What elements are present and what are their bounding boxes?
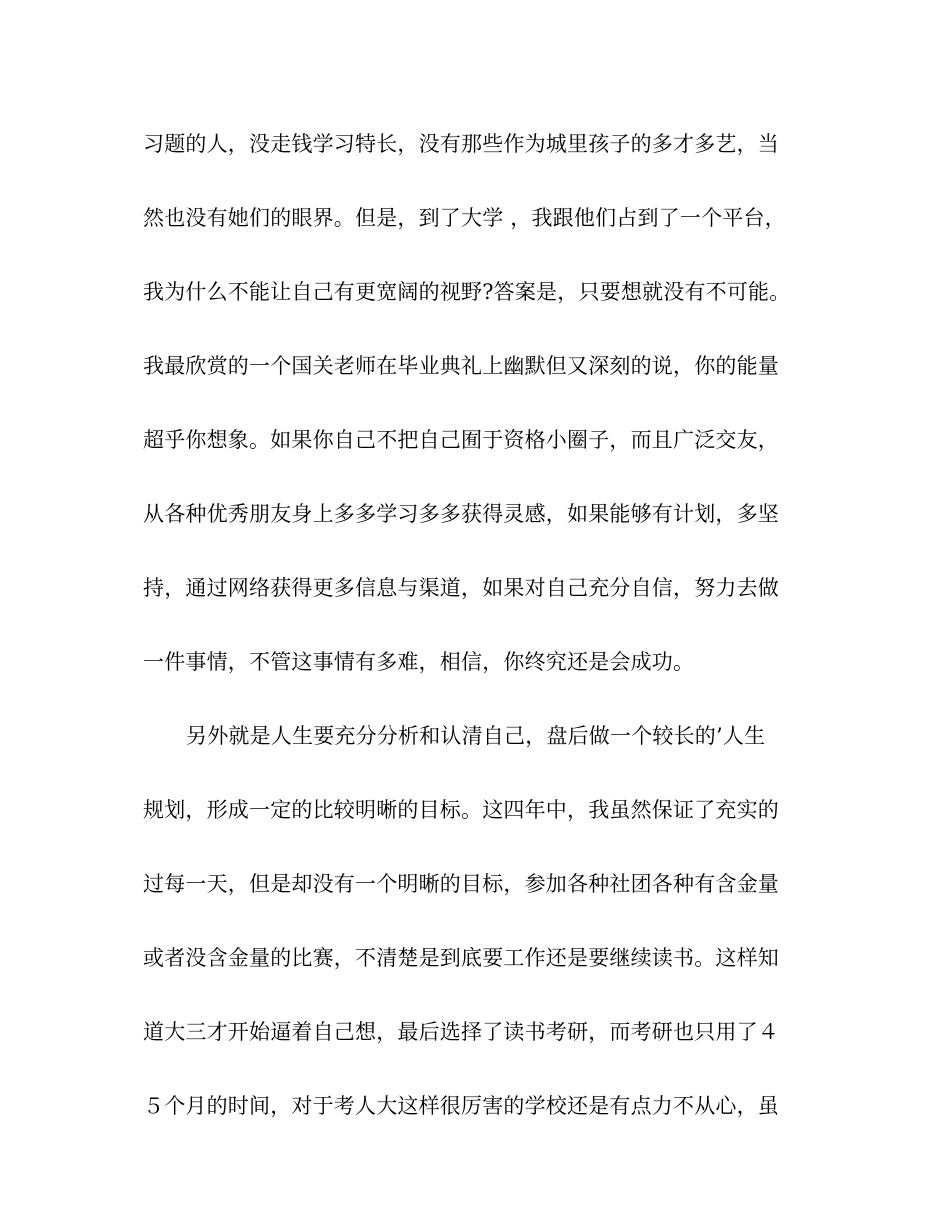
text-line-6: 从各种优秀朋友身上多多学习多多获得灵感，如果能够有计划，多坚 bbox=[143, 502, 779, 526]
paragraph-start-line: 另外就是人生要充分分析和认清自己，盘后做一个较长的’人生 bbox=[186, 724, 766, 748]
text-line-10: 规划，形成一定的比较明晰的目标。这四年中，我虽然保证了充实的 bbox=[143, 798, 779, 822]
text-line-7: 持，通过网络获得更多信息与渠道，如果对自己充分自信，努力去做 bbox=[143, 576, 779, 600]
text-line-11: 过每一天，但是却没有一个明晰的目标，参加各种社团各种有含金量 bbox=[143, 872, 779, 896]
text-line-1: 习题的人，没走钱学习特长，没有那些作为城里孩子的多才多艺，当 bbox=[143, 132, 779, 156]
text-line-12: 或者没含金量的比赛，不清楚是到底要工作还是要继续读书。这样知 bbox=[143, 946, 779, 970]
text-line-13: 道大三才开始逼着自己想，最后选择了读书考研，而考研也只用了４ bbox=[143, 1020, 779, 1044]
text-line-3: 我为什么不能让自己有更宽阔的视野?答案是，只要想就没有不可能。 bbox=[143, 280, 791, 304]
body-text bbox=[143, 118, 798, 1154]
text-line-14: ５个月的时间，对于考人大这样很厉害的学校还是有点力不从心，虽 bbox=[143, 1094, 779, 1118]
text-line-4: 我最欣赏的一个国关老师在毕业典礼上幽默但又深刻的说，你的能量 bbox=[143, 354, 779, 378]
text-line-5: 超乎你想象。如果你自己不把自己囿于资格小圈子，而且广泛交友， bbox=[143, 428, 779, 452]
text-line-2: 然也没有她们的眼界。但是，到了大学 ，我跟他们占到了一个平台， bbox=[143, 206, 786, 230]
text-line-8: 一件事情，不管这事情有多难，相信，你终究还是会成功。 bbox=[143, 650, 695, 674]
